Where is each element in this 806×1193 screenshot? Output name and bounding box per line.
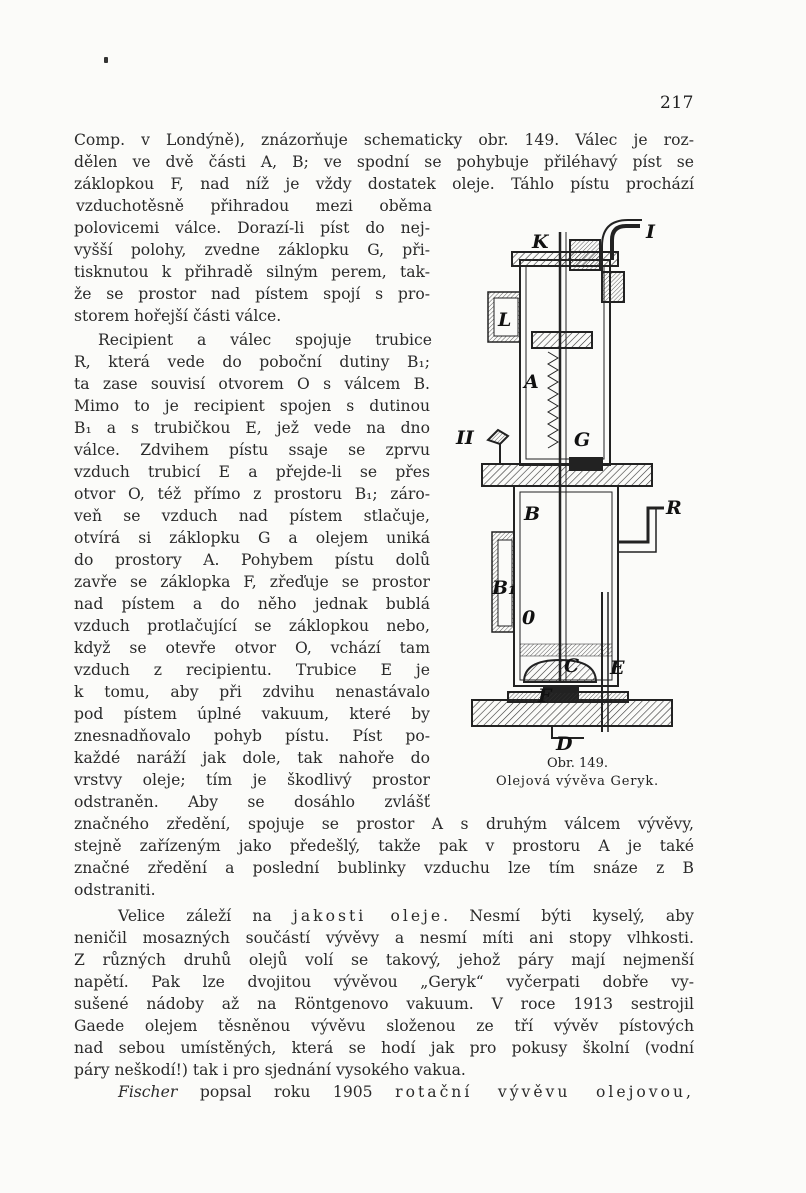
label-K: K (532, 231, 549, 253)
text-line: otvírá si záklopku G a olejem uniká (74, 529, 430, 547)
text-line: nad sebou umístěných, která se hodí jak pro pokusy školní (vodní (74, 1039, 694, 1057)
valve-II (488, 430, 508, 444)
text-line: vrstvy oleje; tím je škodlivý prostor (74, 771, 430, 789)
spaced-emphasis: jakosti oleje (292, 907, 444, 925)
label-G: G (574, 429, 591, 451)
partition (482, 464, 652, 486)
text-line (118, 905, 694, 927)
label-F: F (538, 685, 552, 707)
upper-cylinder-inner (526, 266, 604, 459)
text-line: tisknutou k přihradě silným perem, tak- (74, 263, 430, 281)
label-A: A (524, 371, 539, 393)
text-line: neničil mosazných součástí vývěvy a nesmí míti ani stopy vlhkosti. (74, 929, 694, 947)
text-run: popsal roku 1905 (177, 1083, 396, 1101)
label-I: I (646, 221, 655, 243)
text-line: sušené nádoby až na Röntgenovo vakuum. V roce 1913 sestrojil (74, 995, 694, 1013)
text-line: storem hořejší části válce. (74, 307, 282, 325)
text-line: vzduch z recipientu. Trubice E je (74, 661, 430, 679)
text-line: odstraniti. (74, 881, 156, 899)
label-II: II (456, 427, 474, 449)
piston-C (524, 660, 596, 682)
page-number: 217 (660, 93, 694, 113)
text-line: vzduch protlačující se záklopkou nebo, (74, 617, 430, 635)
text-line: válce. Zdvihem pístu ssaje se zprvu (74, 441, 430, 459)
label-0: 0 (522, 607, 536, 629)
text-line: vyšší polohy, zvedne záklopku G, při- (74, 241, 430, 259)
label-E: E (610, 657, 625, 679)
spaced-emphasis: rotační vývěvu olejovou, (395, 1083, 694, 1101)
text-run: Velice záleží na (118, 907, 293, 925)
text-line: vzduch trubicí E a přejde-li se přes (74, 463, 430, 481)
figure-number: Obr. 149. (547, 756, 608, 771)
text-line: značného zředění, spojuje se prostor A s druhým válcem vývěvy, (74, 815, 694, 833)
text-line: dělen ve dvě části A, B; ve spodní se pohybuje přiléhavý píst se (74, 153, 694, 171)
tube-R-outer (618, 508, 656, 552)
text-line: záklopkou F, nad níž je vždy dostatek oleje. Táhlo pístu prochází (74, 175, 694, 193)
text-line: k tomu, aby při zdvihu nenastávalo (74, 683, 430, 701)
text-line: R, která vede do poboční dutiny B₁; (74, 353, 430, 371)
label-B: B (524, 503, 541, 525)
text-line: Comp. v Londýně), znázorňuje schematicky obr. 149. Válec je roz- (74, 131, 694, 149)
text-line: pod pístem úplné vakuum, které by (74, 705, 430, 723)
text-line: značné zředění a poslední bublinky vzduchu lze tím snáze z B (74, 859, 694, 877)
text-line: veň se vzduch nad pístem stlačuje, (74, 507, 430, 525)
base-flange (508, 692, 628, 702)
text-line: každé naráží jak dole, tak nahoře do (74, 749, 430, 767)
text-line: páry neškodí!) tak i pro sjednání vysokého vakua. (74, 1061, 466, 1079)
label-C: C (564, 655, 580, 677)
text-line: napětí. Pak lze dvojitou vývěvou „Geryk“ vyčerpati dobře vy- (74, 973, 694, 991)
text-run: . Nesmí býti kyselý, aby (443, 907, 694, 925)
text-line: B₁ a s trubičkou E, jež vede na dno (74, 419, 430, 437)
label-L: L (498, 309, 512, 331)
upper-cylinder (520, 260, 610, 465)
ink-speck (104, 57, 108, 63)
tube-I-fitting (602, 272, 624, 302)
text-line: Recipient a válec spojuje trubice (98, 331, 432, 349)
text-line: do prostory A. Pohybem pístu dolů (74, 551, 430, 569)
text-line: stejně zařízeným jako předešlý, takže pak v prostoru A je také (74, 837, 694, 855)
upper-piston-head (532, 332, 592, 348)
pump-base (472, 700, 672, 726)
text-line: odstraněn. Aby se dosáhlo zvlášť (74, 793, 430, 811)
text-line: Mimo to je recipient spojen s dutinou (74, 397, 430, 415)
spring (548, 352, 558, 448)
text-line: ta zase souvisí otvorem O s válcem B. (74, 375, 430, 393)
text-line: vzduchotěsně přihradou mezi oběma (76, 197, 432, 215)
italic-name: Fischer (118, 1083, 178, 1101)
label-B1: B₁ (492, 577, 517, 599)
text-line: že se prostor nad pístem spojí s pro- (74, 285, 430, 303)
text-line: Gaede olejem těsněnou vývěvu složenou ze tří vývěv pístových (74, 1017, 694, 1035)
text-line: polovicemi válce. Dorazí-li píst do nej- (74, 219, 430, 237)
text-line: Z různých druhů olejů volí se takový, jehož páry mají nejmenší (74, 951, 694, 969)
text-line: otvor O, též přímo z prostoru B₁; záro- (74, 485, 430, 503)
text-line: když se otevře otvor O, vchází tam (74, 639, 430, 657)
pump-diagram (452, 212, 697, 760)
tube-R (618, 508, 664, 542)
text-line: zavře se záklopka F, zřeďuje se prostor (74, 573, 430, 591)
text-line: nad pístem a do něho jednak bublá (74, 595, 430, 613)
label-R: R (666, 497, 682, 519)
top-fitting (570, 240, 600, 270)
label-D: D (556, 733, 573, 755)
text-line: znesnadňovalo pohyb pístu. Píst po- (74, 727, 430, 745)
figure-caption: Olejová vývěva Geryk. (496, 774, 659, 789)
text-line (118, 1081, 694, 1103)
valve-G (570, 458, 602, 470)
